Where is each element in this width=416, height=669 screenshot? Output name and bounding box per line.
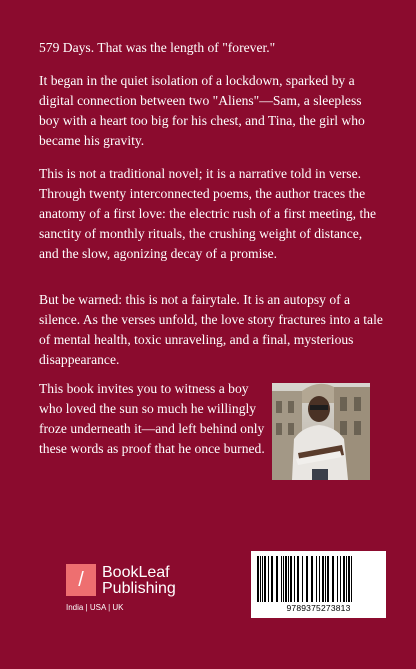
barcode-bar <box>271 556 273 602</box>
barcode-bar <box>276 556 278 602</box>
barcode-bar <box>288 556 289 602</box>
blurb-paragraph-invitation: This book invites you to witness a boy who loved the sun so much he willingly froze underneath it—and left behind only these words as proof that he once burned. <box>39 381 265 456</box>
barcode-bar <box>332 556 334 602</box>
barcode-bar <box>311 556 313 602</box>
barcode-bar <box>268 556 269 602</box>
blurb-paragraph-premise: It began in the quiet isolation of a lockdown, sparked by a digital connection between two "Aliens"—Sam, a sleepless boy with a heart too big for his chest, and Tina, the girl who became his gravity. <box>39 73 365 148</box>
publisher-mark-glyph: / <box>78 569 84 591</box>
author-photo-image <box>272 383 370 480</box>
barcode-bar <box>346 556 347 602</box>
barcode-bar <box>262 556 263 602</box>
barcode-bar <box>290 556 292 602</box>
blurb-paragraph-form: This is not a traditional novel; it is a narrative told in verse. Through twenty interconnected poems, the author traces the anatomy of a first love: the electric rush of a first meeting, the sanctity of monthly rituals, the crushing weight of distance, and the slow, agonizing decay of a promise. <box>39 166 377 261</box>
blurb-opening-line: 579 Days. That was the length of "forever." <box>39 40 276 55</box>
barcode-bar <box>351 556 352 602</box>
barcode-bar <box>340 556 341 602</box>
barcode-bar <box>297 556 299 602</box>
barcode-bar <box>302 556 303 602</box>
publisher-mark-icon <box>66 564 96 596</box>
barcode-bar <box>281 556 282 602</box>
barcode-bar <box>343 556 345 602</box>
barcode-bar <box>337 556 338 602</box>
publisher-regions: India | USA | UK <box>66 603 124 612</box>
barcode-bar <box>306 556 308 602</box>
isbn-number: 9789375273813 <box>286 603 351 613</box>
barcode-bar <box>348 556 350 602</box>
publisher-logo <box>66 564 196 614</box>
barcode-bar <box>325 556 326 602</box>
isbn-barcode <box>251 551 386 618</box>
blurb-paragraph-warning: But be warned: this is not a fairytale. It is an autopsy of a silence. As the verses unfold, the love story fractures into a tale of mental health, toxic unraveling, and a final, mysterious disappearance. <box>39 292 383 367</box>
barcode-bar <box>264 556 266 602</box>
barcode-bar <box>260 556 261 602</box>
barcode-bar <box>285 556 287 602</box>
publisher-name: BookLeaf <box>102 564 170 581</box>
barcode-bar <box>294 556 295 602</box>
publisher-name-sub: Publishing <box>102 580 176 597</box>
barcode-bar <box>257 556 259 602</box>
barcode-bar <box>316 556 317 602</box>
barcode-bar <box>327 556 329 602</box>
barcode-bars <box>255 556 382 602</box>
barcode-bar <box>283 556 284 602</box>
author-photo <box>272 383 370 480</box>
barcode-bar <box>319 556 320 602</box>
barcode-bar <box>322 556 324 602</box>
